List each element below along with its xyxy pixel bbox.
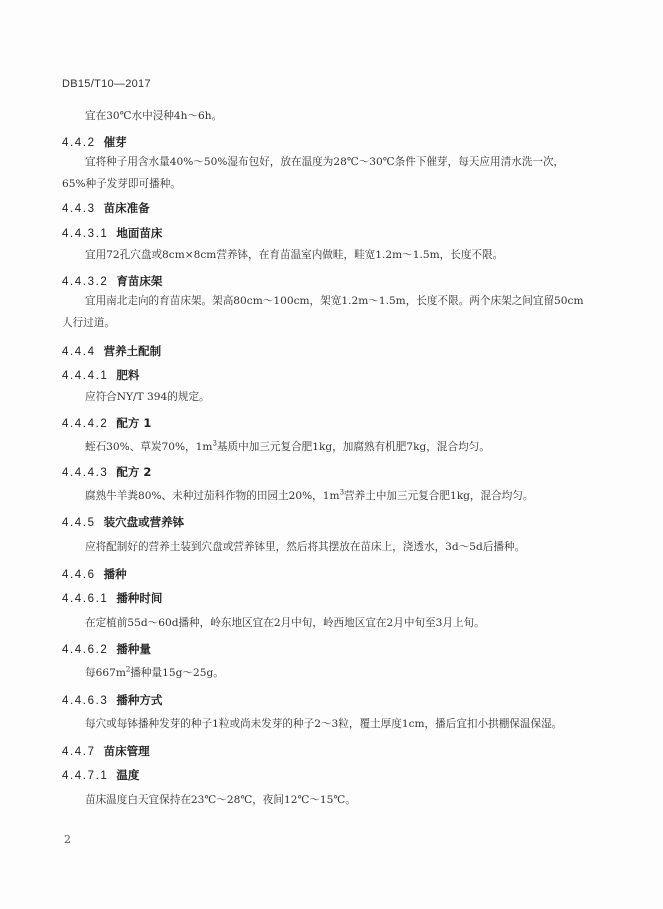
superscript: 3 — [212, 439, 217, 448]
heading-title: 播种时间 — [116, 591, 163, 605]
heading-number: 4.4.6.2 — [62, 644, 109, 656]
heading-4-4-6-3 — [62, 692, 623, 708]
section-block — [62, 105, 623, 127]
heading-title: 肥料 — [116, 368, 140, 382]
page-number: 2 — [64, 833, 71, 846]
heading-number: 4.4.4.3 — [62, 467, 109, 479]
paragraph: 宜在30℃水中浸种4h～6h。 — [85, 110, 223, 122]
paragraph-text: 营养土中加三元复合肥1kg，混合均匀。 — [344, 490, 534, 502]
heading-title: 苗床管理 — [103, 744, 150, 758]
heading-4-4-6 — [62, 566, 623, 582]
heading-number: 4.4.6.1 — [62, 593, 109, 605]
heading-title: 地面苗床 — [116, 226, 163, 240]
heading-4-4-6-2 — [62, 641, 623, 657]
heading-4-4-3-1 — [62, 225, 623, 241]
heading-number: 4.4.7 — [62, 746, 96, 758]
heading-4-4-2 — [62, 134, 623, 150]
heading-number: 4.4.4.1 — [62, 370, 109, 382]
heading-title: 装穴盘或营养钵 — [103, 515, 185, 529]
paragraph-continuation: 人行过道。 — [62, 317, 115, 329]
section-block — [62, 612, 623, 634]
heading-number: 4.4.4 — [62, 346, 96, 358]
heading-title: 育苗床架 — [116, 274, 163, 288]
superscript: 3 — [339, 488, 345, 497]
paragraph-text: 蛭石30%、草炭70%，1m — [85, 441, 213, 453]
paragraph: 苗床温度白天宜保持在23℃～28℃，夜间12℃～15℃。 — [85, 794, 356, 806]
section-block — [62, 789, 623, 811]
heading-number: 4.4.3 — [62, 203, 96, 215]
section-block — [62, 536, 623, 558]
heading-4-4-4-2 — [62, 415, 623, 431]
heading-number: 4.4.4.2 — [62, 418, 109, 430]
heading-4-4-4 — [62, 343, 623, 359]
section-block — [62, 713, 623, 735]
paragraph-text: 腐熟牛羊粪80%、未种过茄科作物的田园土20%，1m — [85, 490, 340, 502]
section-block — [62, 290, 623, 334]
heading-title: 配方 2 — [116, 465, 152, 479]
heading-number: 4.4.3.2 — [62, 276, 109, 288]
heading-4-4-5 — [62, 514, 623, 530]
heading-number: 4.4.2 — [62, 137, 96, 149]
paragraph: 应符合NY/T 394的规定。 — [85, 391, 210, 403]
paragraph — [62, 485, 623, 507]
heading-title: 播种 — [103, 567, 127, 581]
heading-4-4-3 — [62, 200, 623, 216]
paragraph: 宜用72孔穴盘或8cm×8cm营养钵，在育苗温室内做畦，畦宽1.2m～1.5m，长度不限。 — [85, 249, 504, 261]
heading-title: 温度 — [116, 768, 140, 782]
heading-4-4-6-1 — [62, 590, 623, 606]
heading-title: 播种量 — [116, 642, 151, 656]
heading-number: 4.4.3.1 — [62, 228, 109, 240]
heading-4-4-4-3 — [62, 464, 623, 480]
section-block — [62, 386, 623, 408]
heading-4-4-7 — [62, 743, 623, 759]
paragraph: 宜用南北走向的育苗床架。架高80cm～100cm，架宽1.2m～1.5m，长度不限。两个床架之间宜留50cm — [85, 295, 584, 307]
document-number: DB15/T10—2017 — [62, 78, 151, 90]
paragraph: 宜将种子用含水量40%～50%湿布包好，放在温度为28℃～30℃条件下催芽，每天应用清水洗一次， — [85, 156, 565, 168]
heading-4-4-3-2 — [62, 273, 623, 289]
heading-number: 4.4.6 — [62, 569, 96, 581]
section-block — [62, 662, 623, 684]
paragraph-text: 播种量15g～25g。 — [130, 667, 224, 679]
heading-number: 4.4.6.3 — [62, 695, 109, 707]
heading-4-4-4-1 — [62, 367, 623, 383]
heading-title: 催芽 — [103, 135, 127, 149]
paragraph-text: 基质中加三元复合肥1kg，加腐熟有机肥7kg，混合均匀。 — [216, 441, 490, 453]
heading-number: 4.4.7.1 — [62, 770, 109, 782]
section-block — [62, 436, 623, 458]
heading-number: 4.4.5 — [62, 517, 96, 529]
heading-4-4-7-1 — [62, 767, 623, 783]
paragraph: 应将配制好的营养土装到穴盘或营养钵里，然后将其摆放在苗床上，浇透水，3d～5d后播种。 — [85, 541, 526, 553]
paragraph-text: 每667m — [85, 667, 126, 679]
heading-title: 配方 1 — [116, 416, 152, 430]
heading-title: 播种方式 — [116, 693, 163, 707]
heading-title: 营养土配制 — [103, 344, 162, 358]
paragraph — [62, 662, 623, 684]
paragraph — [62, 436, 623, 458]
section-block — [62, 244, 623, 266]
superscript: 2 — [125, 665, 131, 674]
heading-title: 苗床准备 — [103, 201, 150, 215]
section-block — [62, 151, 623, 195]
paragraph: 每穴或每钵播种发芽的种子1粒或尚未发芽的种子2～3粒，覆土厚度1cm，播后宜扣小拱棚保温保湿。 — [85, 718, 563, 730]
paragraph-continuation: 65%种子发芽即可播种。 — [62, 178, 181, 190]
paragraph: 在定植前55d～60d播种，岭东地区宜在2月中旬，岭西地区宜在2月中旬至3月上旬。 — [85, 617, 485, 629]
section-block — [62, 485, 623, 507]
